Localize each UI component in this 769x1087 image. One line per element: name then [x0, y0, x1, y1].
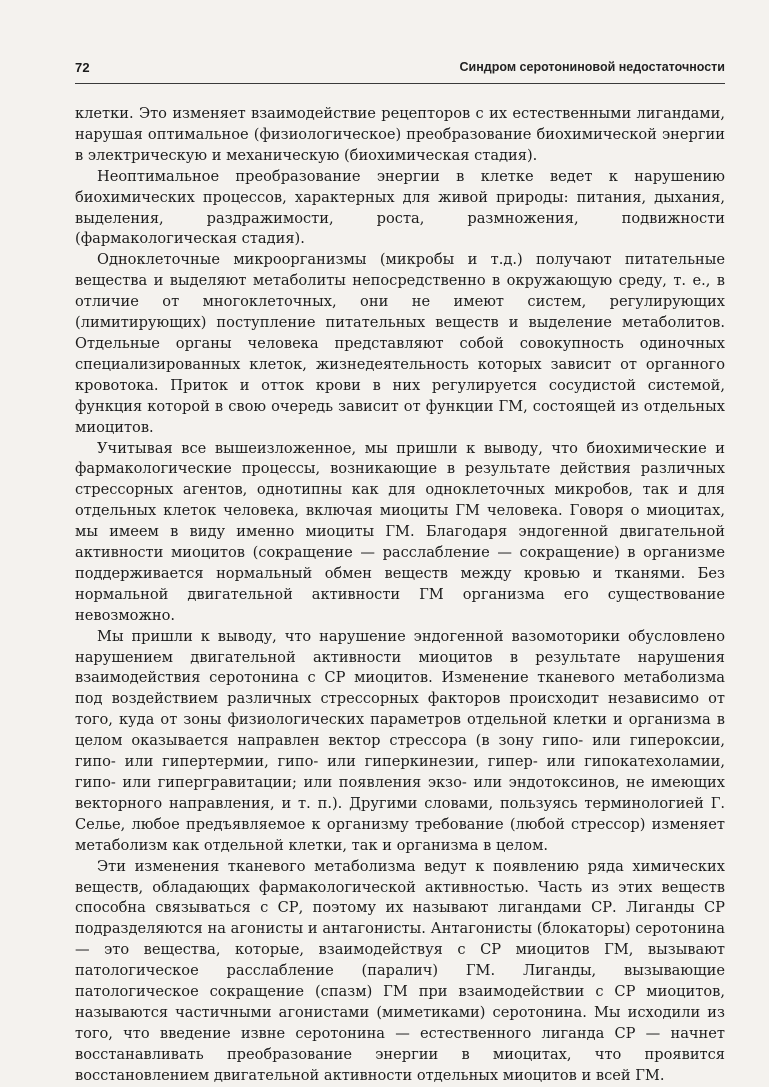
paragraph: Мы пришли к выводу, что нарушение эндогенной вазомоторики обусловлено нарушением двигательной активности миоцитов в результате нарушения взаимодействия серотонина с СР миоцитов. Изменение тканевого метаболизма под воздействием различных стрессорных факторов происходит независимо от того, куда от зоны физиологических параметров отдельной клетки и организма в целом оказывается направлен вектор стрессора (в зону гипо- или гипероксии, гипо- или гипертермии, гипо- или гиперкинезии, гипер- или гипокатехоламии, гипо- или гипергравитации; или появления экзо- или эндотоксинов, не имеющих векторного направления, и т. п.). Другими словами, пользуясь терминологией Г. Селье, любое предъявляемое к организму требование (любой стрессор) изменяет метаболизм как отдельной клетки, так и организма в целом. [75, 627, 725, 854]
paragraph-continuation: клетки. Это изменяет взаимодействие рецепторов с их естественными лигандами, нарушая оптимальное (физиологическое) преобразование биохимической энергии в электрическую и механическую (биохимическая стадия). [75, 105, 725, 164]
paragraph: Эти изменения тканевого метаболизма ведут к появлению ряда химических веществ, обладающих фармакологической активностью. Часть из этих веществ способна связываться с СР, поэтому их называют лигандами СР. Лиганды СР подразделяются на агонисты и антагонисты. Антагонисты (блокаторы) серотонина — это вещества, которые, взаимодействуя с СР миоцитов ГМ, вызывают патологическое расслабление (паралич) ГМ. Лиганды, вызывающие патологическое сокращение (спазм) ГМ при взаимодействии с СР миоцитов, называются частичными агонистами (миметиками) серотонина. Мы исходили из того, что введение извне серотонина — естественного лиганда СР — начнет восстанавливать преобразование энергии в миоцитах, что проявится восстановлением двигательной активности отдельных миоцитов и всей ГМ. [75, 857, 725, 1084]
paragraph: Неоптимальное преобразование энергии в клетке ведет к нарушению биохимических процессов, характерных для живой природы: питания, дыхания, выделения, раздражимости, роста, размножения, подвижности (фармакологическая стадия). [75, 167, 725, 248]
page-header [75, 58, 725, 80]
header-divider [75, 83, 725, 84]
running-title: Синдром серотониновой недостаточности [459, 60, 725, 74]
body-text [75, 104, 725, 1087]
paragraph: Учитывая все вышеизложенное, мы пришли к выводу, что биохимические и фармакологические процессы, возникающие в результате действия различных стрессорных агентов, однотипны как для одноклеточных микробов, так и для отдельных клеток человека, включая миоциты ГМ человека. Говоря о миоцитах, мы имеем в виду именно миоциты ГМ. Благодаря эндогенной двигательной активности миоцитов (сокращение — расслабление — сокращение) в организме поддерживается нормальный обмен веществ между кровью и тканями. Без нормальной двигательной активности ГМ организма его существование невозможно. [75, 439, 725, 624]
page-number: 72 [75, 60, 90, 75]
paragraph: Одноклеточные микроорганизмы (микробы и т.д.) получают питательные вещества и выделяют метаболиты непосредственно в окружающую среду, т. е., в отличие от многоклеточных, они не имеют систем, регулирующих (лимитирующих) поступление питательных веществ и выделение метаболитов. Отдельные органы человека представляют собой совокупность одиночных специализированных клеток, жизнедеятельность которых зависит от органного кровотока. Приток и отток крови в них регулируется сосудистой системой, функция которой в свою очередь зависит от функции ГМ, состоящей из отдельных миоцитов. [75, 251, 725, 436]
